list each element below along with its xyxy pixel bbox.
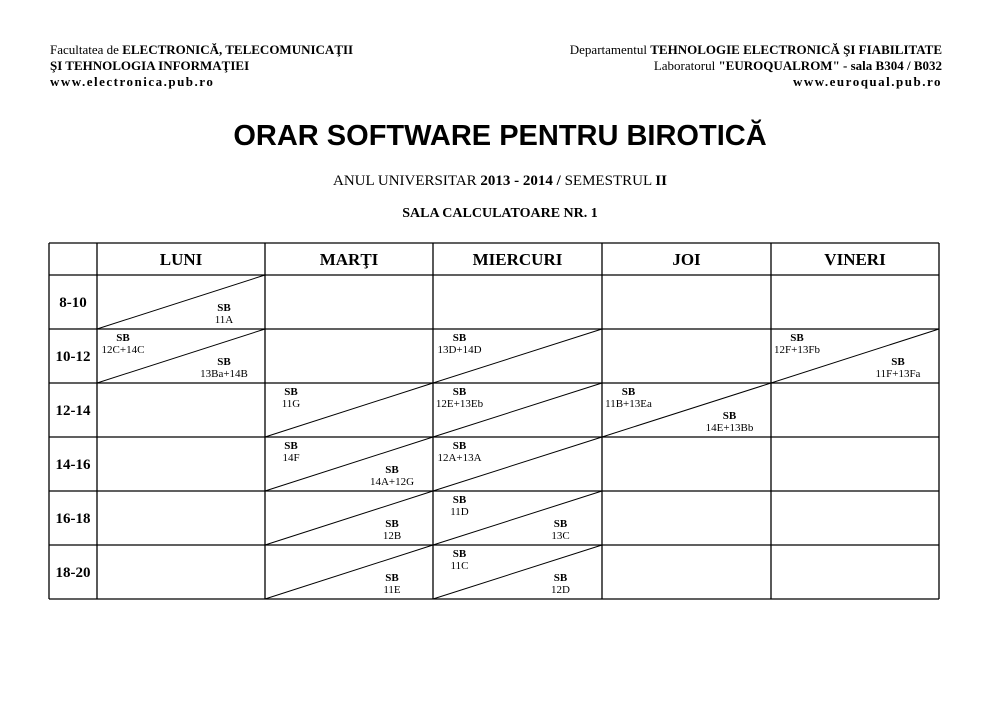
group-label: 14E+13Bb xyxy=(705,422,754,434)
group-label: 14A+12G xyxy=(369,476,415,488)
department-header xyxy=(570,42,942,90)
subject-label: SB xyxy=(553,518,568,530)
subject-label: SB xyxy=(621,386,636,398)
subject-label: SB xyxy=(284,440,298,452)
group-label: 11A xyxy=(214,314,234,326)
day-header: MARŢI xyxy=(319,250,379,269)
group-label: 13Ba+14B xyxy=(200,368,248,380)
time-slot-label: 10-12 xyxy=(55,349,91,365)
day-header: JOI xyxy=(672,250,701,269)
group-label: 11F+13Fa xyxy=(875,368,921,380)
time-slot-label: 8-10 xyxy=(59,295,87,311)
subject-label: SB xyxy=(452,332,467,344)
faculty-header xyxy=(50,42,353,90)
time-slot-label: 18-20 xyxy=(55,565,91,581)
group-label: 14F xyxy=(282,452,300,464)
room-name: SALA CALCULATOARE NR. 1 xyxy=(402,206,598,221)
group-label: 12A+13A xyxy=(437,452,482,464)
group-label: 11D xyxy=(450,506,469,518)
group-label: 12D xyxy=(551,584,570,596)
department-name-line: Departamentul TEHNOLOGIE ELECTRONICĂ ŞI FIABILITATE xyxy=(569,42,942,57)
subject-label: SB xyxy=(385,464,399,476)
group-label: 12B xyxy=(382,530,402,542)
group-label: 12C+14C xyxy=(101,344,145,356)
group-label: 11G xyxy=(281,398,301,410)
department-url: www.euroqual.pub.ro xyxy=(792,74,942,89)
group-label: 12E+13Eb xyxy=(435,398,484,410)
subject-label: SB xyxy=(452,548,467,560)
subject-label: SB xyxy=(385,518,399,530)
subject-label: SB xyxy=(116,332,130,344)
faculty-name-line1: Facultatea de ELECTRONICĂ, TELECOMUNICAŢII xyxy=(50,42,354,57)
subject-label: SB xyxy=(452,440,467,452)
subject-label: SB xyxy=(452,494,467,506)
subject-label: SB xyxy=(790,332,804,344)
laboratory-line: Laboratorul "EUROQUALROM" - sala B304 / B032 xyxy=(653,58,942,73)
cell-divider xyxy=(97,275,265,329)
group-label: 13D+14D xyxy=(437,344,482,356)
subject-label: SB xyxy=(217,302,231,314)
time-slot-label: 14-16 xyxy=(55,457,91,473)
subject-label: SB xyxy=(722,410,737,422)
faculty-name-line2: ŞI TEHNOLOGIA INFORMAŢIEI xyxy=(50,58,250,73)
subject-label: SB xyxy=(553,572,568,584)
cell-divider xyxy=(265,545,433,599)
group-label: 11E xyxy=(383,584,401,596)
day-header: VINERI xyxy=(824,250,886,269)
day-header: MIERCURI xyxy=(472,250,563,269)
time-slot-label: 16-18 xyxy=(55,511,91,527)
group-label: 11C xyxy=(450,560,469,572)
day-header: LUNI xyxy=(159,250,203,269)
page-title: ORAR SOFTWARE PENTRU BIROTICĂ xyxy=(233,120,767,152)
faculty-url: www.electronica.pub.ro xyxy=(50,74,215,89)
time-slot-label: 12-14 xyxy=(55,403,91,419)
subject-label: SB xyxy=(217,356,231,368)
schedule-grid xyxy=(48,242,940,602)
cell-divider xyxy=(265,491,433,545)
academic-year-line: ANUL UNIVERSITAR 2013 - 2014 / SEMESTRUL II xyxy=(333,173,667,189)
subject-label: SB xyxy=(452,386,467,398)
subject-label: SB xyxy=(284,386,298,398)
subject-label: SB xyxy=(891,356,905,368)
group-label: 11B+13Ea xyxy=(605,398,652,410)
subject-label: SB xyxy=(385,572,399,584)
group-label: 13C xyxy=(551,530,570,542)
group-label: 12F+13Fb xyxy=(774,344,820,356)
